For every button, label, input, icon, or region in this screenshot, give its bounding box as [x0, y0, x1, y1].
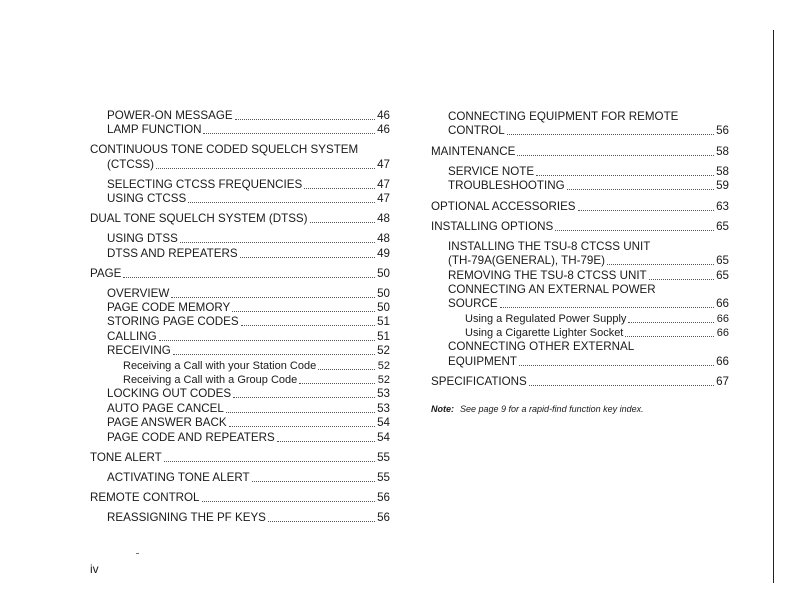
toc-entry-page: 66: [716, 326, 729, 339]
dot-leader: [529, 383, 714, 386]
toc-entry-title: PAGE CODE MEMORY: [107, 301, 231, 314]
toc-entry: [431, 145, 729, 159]
toc-entry-title: Receiving a Call with your Station Code: [123, 359, 317, 372]
dot-leader: [241, 323, 375, 326]
toc-entry-page: 46: [377, 109, 390, 122]
toc-entry: [431, 165, 729, 179]
toc-entry-page: 66: [716, 312, 729, 325]
toc-entry-title: DUAL TONE SQUELCH SYSTEM (DTSS): [90, 212, 308, 226]
toc-entry: [90, 431, 390, 445]
dot-leader: [500, 305, 714, 308]
toc-entry-page: 52: [377, 374, 390, 386]
toc-entry: [90, 192, 390, 206]
toc-entry-title: USING DTSS: [107, 232, 178, 246]
dot-leader: [536, 173, 714, 176]
dot-leader: [229, 424, 375, 427]
toc-entry-title: REMOTE CONTROL: [90, 490, 200, 504]
toc-entry-title: EQUIPMENT: [448, 354, 517, 368]
toc-entry-page: 53: [377, 401, 390, 415]
toc-entry-page: 58: [716, 164, 729, 178]
dot-leader: [555, 228, 714, 231]
toc-entry-title: PAGE: [90, 266, 122, 280]
toc-entry-title: SOURCE: [448, 297, 498, 311]
dot-leader: [171, 295, 375, 298]
toc-entry-page: 47: [377, 177, 390, 191]
toc-entry: [90, 123, 390, 137]
toc-entry: [431, 269, 729, 283]
page-number: iv: [90, 562, 99, 576]
toc-entry: [431, 110, 729, 124]
toc-entry: [90, 315, 390, 329]
dot-leader: [203, 131, 375, 134]
toc-entry-page: 50: [377, 301, 390, 314]
toc-entry-title: TROUBLESHOOTING: [448, 179, 565, 193]
toc-entry: [90, 178, 390, 192]
toc-entry-page: 52: [377, 359, 390, 372]
toc-entry-title: SERVICE NOTE: [448, 164, 535, 178]
toc-entry-page: 55: [377, 450, 390, 464]
dot-leader: [628, 320, 714, 323]
toc-entry: [431, 297, 729, 311]
toc-entry-title: PAGE CODE AND REPEATERS: [107, 430, 275, 444]
toc-entry-page: 56: [716, 124, 729, 138]
toc-entry-page: 56: [377, 510, 390, 524]
toc-entry-title: CONNECTING EQUIPMENT FOR REMOTE: [448, 110, 679, 123]
toc-entry: [90, 143, 390, 157]
toc-entry-title: CONNECTING OTHER EXTERNAL: [448, 340, 635, 354]
dot-leader: [519, 363, 714, 366]
toc-entry: [431, 124, 729, 138]
toc-entry-page: 67: [716, 374, 729, 388]
toc-entry: [431, 312, 729, 326]
toc-entry-page: 49: [377, 246, 390, 260]
toc-entry-title: LOCKING OUT CODES: [107, 387, 232, 401]
toc-entry-page: 65: [716, 254, 729, 268]
toc-entry-title: POWER-ON MESSAGE: [107, 109, 233, 122]
toc-entry-title: CALLING: [107, 329, 157, 343]
toc-entry-title: USING CTCSS: [107, 192, 187, 206]
toc-entry: [90, 212, 390, 226]
toc-entry: [431, 200, 729, 214]
toc-entry-page: 46: [377, 123, 390, 137]
toc-entry-title: STORING PAGE CODES: [107, 315, 239, 329]
dot-leader: [240, 255, 375, 258]
toc-entry-page: 58: [716, 144, 729, 158]
dot-leader: [235, 117, 375, 120]
dot-leader: [304, 186, 375, 189]
toc-entry: [90, 301, 390, 315]
toc-entry: [90, 344, 390, 358]
toc-entry: [90, 359, 390, 373]
toc-entry-title: REMOVING THE TSU-8 CTCSS UNIT: [448, 268, 647, 282]
toc-entry: [90, 267, 390, 281]
toc-entry-page: 66: [716, 354, 729, 368]
toc-entry-title: CONTINUOUS TONE CODED SQUELCH SYSTEM: [90, 143, 359, 157]
toc-entry: [431, 254, 729, 268]
toc-entry-page: 55: [377, 470, 390, 484]
dot-leader: [188, 200, 375, 203]
toc-entry-page: 66: [716, 297, 729, 311]
dot-leader: [578, 208, 714, 211]
toc-entry: [431, 355, 729, 369]
note: [431, 404, 644, 414]
toc-entry: [90, 451, 390, 465]
note-label: Note:: [431, 404, 454, 414]
toc-entry-title: TONE ALERT: [90, 450, 162, 464]
toc-entry-page: 52: [377, 344, 390, 358]
toc-entry-page: 59: [716, 179, 729, 193]
toc-entry: [90, 373, 390, 387]
dot-leader: [173, 352, 375, 355]
toc-entry-page: 65: [716, 268, 729, 282]
scan-mark: [136, 553, 139, 554]
dot-leader: [299, 381, 375, 384]
toc-entry-title: RECEIVING: [107, 344, 171, 358]
toc-entry-page: 54: [377, 430, 390, 444]
toc-entry: [90, 287, 390, 301]
toc-entry-title: (CTCSS): [107, 157, 155, 171]
dot-leader: [277, 439, 375, 442]
toc-entry-title: PAGE ANSWER BACK: [107, 416, 227, 430]
toc-entry: [90, 402, 390, 416]
dot-leader: [123, 275, 375, 278]
dot-leader: [159, 338, 375, 341]
dot-leader: [625, 334, 714, 337]
toc-entry: [90, 330, 390, 344]
toc-entry-page: 65: [716, 219, 729, 233]
toc-entry: [431, 220, 729, 234]
dot-leader: [268, 519, 375, 522]
dot-leader: [226, 410, 375, 413]
toc-entry: [431, 283, 729, 297]
toc-entry-page: 51: [377, 315, 390, 329]
toc-entry-title: INSTALLING OPTIONS: [431, 219, 554, 233]
toc-entry-title: CONTROL: [448, 124, 505, 138]
dot-leader: [318, 367, 375, 370]
toc-entry-page: 54: [377, 416, 390, 430]
toc-entry-title: MAINTENANCE: [431, 144, 516, 158]
toc-entry: [90, 109, 390, 123]
toc-entry-page: 48: [377, 212, 390, 226]
toc-entry-page: 51: [377, 329, 390, 343]
toc-entry-title: SELECTING CTCSS FREQUENCIES: [107, 177, 303, 191]
toc-entry: [90, 247, 390, 261]
toc-entry-title: SPECIFICATIONS: [431, 374, 527, 388]
toc-entry-title: ACTIVATING TONE ALERT: [107, 470, 250, 484]
toc-entry-page: 48: [377, 232, 390, 246]
toc-entry: [90, 387, 390, 401]
toc-entry-title: LAMP FUNCTION: [107, 123, 202, 137]
toc-entry: [90, 232, 390, 246]
dot-leader: [202, 499, 375, 502]
toc-entry-title: OPTIONAL ACCESSORIES: [431, 199, 576, 213]
dot-leader: [310, 220, 375, 223]
toc-entry-title: AUTO PAGE CANCEL: [107, 401, 224, 415]
toc-entry-title: DTSS AND REPEATERS: [107, 246, 238, 260]
toc-entry-title: Using a Cigarette Lighter Socket: [465, 326, 624, 339]
dot-leader: [156, 166, 375, 169]
toc-entry: [431, 375, 729, 389]
toc-entry-title: Receiving a Call with a Group Code: [123, 374, 298, 386]
toc-entry-page: 56: [377, 490, 390, 504]
toc-entry: [431, 326, 729, 340]
toc-entry: [90, 416, 390, 430]
toc-entry-title: (TH-79A(GENERAL), TH-79E): [448, 254, 605, 268]
toc-entry: [431, 340, 729, 354]
toc-entry-title: REASSIGNING THE PF KEYS: [107, 510, 266, 524]
toc-entry-page: 50: [377, 286, 390, 300]
toc-entry: [90, 491, 390, 505]
page-edge-rule: [773, 30, 774, 583]
dot-leader: [180, 240, 375, 243]
toc-entry-page: 50: [377, 266, 390, 280]
toc-entry: [431, 179, 729, 193]
dot-leader: [649, 277, 714, 280]
dot-leader: [232, 309, 375, 312]
toc-entry-title: CONNECTING AN EXTERNAL POWER: [448, 283, 656, 296]
dot-leader: [607, 262, 714, 265]
dot-leader: [164, 459, 375, 462]
toc-entry-page: 53: [377, 387, 390, 401]
dot-leader: [252, 479, 375, 482]
toc-entry: [90, 511, 390, 525]
dot-leader: [517, 153, 714, 156]
toc-entry: [90, 158, 390, 172]
toc-entry-title: OVERVIEW: [107, 286, 170, 300]
dot-leader: [567, 187, 714, 190]
toc-entry-page: 47: [377, 157, 390, 171]
toc-entry: [431, 240, 729, 254]
dot-leader: [233, 395, 375, 398]
toc-entry-page: 47: [377, 192, 390, 206]
note-text: See page 9 for a rapid-find function key index.: [460, 404, 644, 414]
toc-entry: [90, 471, 390, 485]
dot-leader: [507, 132, 714, 135]
toc-entry-title: INSTALLING THE TSU-8 CTCSS UNIT: [448, 240, 651, 254]
toc-entry-title: Using a Regulated Power Supply: [465, 312, 627, 325]
toc-entry-page: 63: [716, 199, 729, 213]
